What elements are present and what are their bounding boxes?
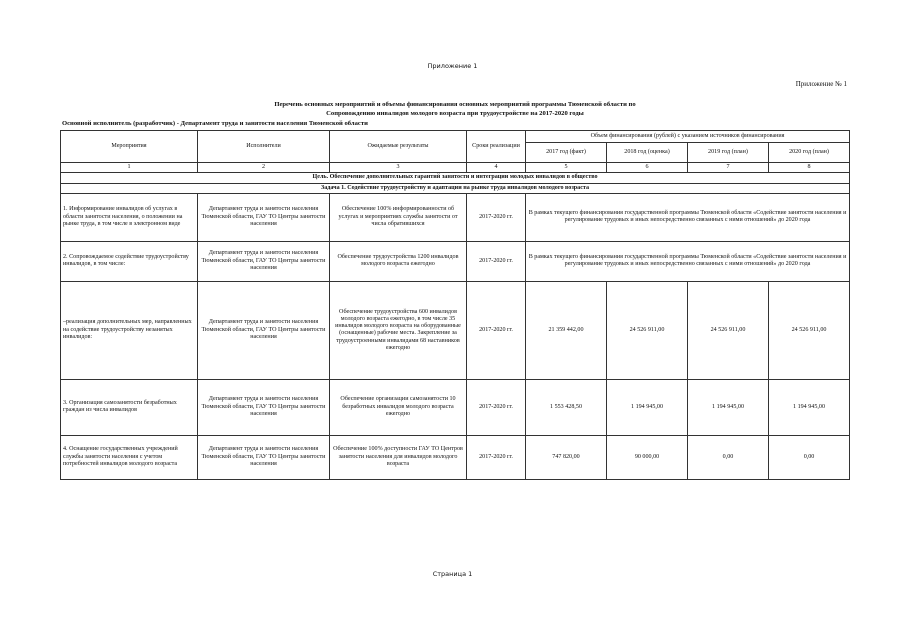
page-footer: Страница 1: [432, 570, 473, 578]
term-cell: 2017-2020 гг.: [467, 241, 526, 281]
funding-2019-cell: 0,00: [688, 435, 769, 479]
document-title: [60, 100, 850, 118]
table-row: [61, 241, 850, 281]
header-terms: Сроки реализации: [467, 131, 526, 163]
funding-2020-cell: 0,00: [769, 435, 850, 479]
term-cell: 2017-2020 гг.: [467, 435, 526, 479]
funding-2018-cell: 90 000,00: [607, 435, 688, 479]
activity-cell: 4. Оснащение государственных учреждений службы занятости населения с учетом потребностей инвалидов молодого возраста: [61, 435, 198, 479]
title-line-2: Сопровождению инвалидов молодого возраста при трудоустройстве на 2017-2020 годы: [326, 110, 584, 117]
table-row: [61, 193, 850, 241]
funding-2020-cell: 1 194 945,00: [769, 379, 850, 435]
title-line-1: Перечень основных мероприятий и объемы финансирования основных мероприятий программы Тюменской области по: [274, 101, 636, 108]
header-row-1: [61, 131, 850, 143]
executor-cell: Департамент труда и занятости населения Тюменской области, ГАУ ТО Центры занятости населения: [198, 435, 330, 479]
term-cell: 2017-2020 гг.: [467, 281, 526, 379]
col-number: 2: [198, 163, 330, 173]
col-number: 3: [330, 163, 467, 173]
table-row: [61, 281, 850, 379]
activities-table: [60, 130, 850, 480]
executor-cell: Департамент труда и занятости населения Тюменской области, ГАУ ТО Центры занятости населения: [198, 241, 330, 281]
col-number: 5: [526, 163, 607, 173]
col-number: 4: [467, 163, 526, 173]
funding-2017-cell: 1 553 428,50: [526, 379, 607, 435]
header-2018: 2018 год (оценка): [607, 143, 688, 163]
activity-cell: 2. Сопровождаемое содействие трудоустройству инвалидов, в том числе:: [61, 241, 198, 281]
funding-2019-cell: 1 194 945,00: [688, 379, 769, 435]
header-2019: 2019 год (план): [688, 143, 769, 163]
funding-2020-cell: 24 526 911,00: [769, 281, 850, 379]
table-row: [61, 379, 850, 435]
executor-cell: Департамент труда и занятости населения Тюменской области, ГАУ ТО Центры занятости населения: [198, 193, 330, 241]
main-executor: Основной исполнитель (разработчик) - Департамент труда и занятости населения Тюменской области: [62, 120, 368, 127]
funding-2019-cell: 24 526 911,00: [688, 281, 769, 379]
result-cell: Обеспечение трудоустройства 600 инвалидов молодого возраста ежегодно, в том числе 35 инвалидов молодого возраста на оборудованные (оснащенные) рабочие места. Закрепление за трудоустроенными инвалидами 68 наставников ежегодно: [330, 281, 467, 379]
page-header: Приложение 1: [427, 62, 478, 70]
appendix-label: Приложение № 1: [795, 80, 847, 88]
funding-note-cell: В рамках текущего финансирования государственной программы Тюменской области «Содействие занятости населения и регулирование трудовых и иных непосредственно связанных с ними отношений» до 2020 года: [526, 193, 850, 241]
column-numbers-row: [61, 163, 850, 173]
col-number: 8: [769, 163, 850, 173]
activity-cell: –реализация дополнительных мер, направленных на содействие трудоустройству незанятых инвалидов:: [61, 281, 198, 379]
executor-cell: Департамент труда и занятости населения Тюменской области, ГАУ ТО Центры занятости населения: [198, 281, 330, 379]
executor-cell: Департамент труда и занятости населения Тюменской области, ГАУ ТО Центры занятости населения: [198, 379, 330, 435]
header-results: Ожидаемые результаты: [330, 131, 467, 163]
col-number: 6: [607, 163, 688, 173]
funding-2018-cell: 1 194 945,00: [607, 379, 688, 435]
header-2020: 2020 год (план): [769, 143, 850, 163]
funding-2018-cell: 24 526 911,00: [607, 281, 688, 379]
activity-cell: 3. Организация самозанятости безработных граждан из числа инвалидов: [61, 379, 198, 435]
goal-row: [61, 173, 850, 183]
result-cell: Обеспечение организации самозанятости 10 безработных инвалидов молодого возраста ежегодно: [330, 379, 467, 435]
goal-text: Цель. Обеспечение дополнительных гарантий занятости и интеграции молодых инвалидов в общество: [61, 173, 850, 183]
header-activities: Мероприятия: [61, 131, 198, 163]
funding-2017-cell: 747 820,00: [526, 435, 607, 479]
funding-note-cell: В рамках текущего финансирования государственной программы Тюменской области «Содействие занятости населения и регулирование трудовых и иных непосредственно связанных с ними отношений» до 2020 года: [526, 241, 850, 281]
header-executors: Исполнители: [198, 131, 330, 163]
result-cell: Обеспечение трудоустройства 1200 инвалидов молодого возраста ежегодно: [330, 241, 467, 281]
table-row: [61, 435, 850, 479]
result-cell: Обеспечение 100% доступности ГАУ ТО Центров занятости населения для инвалидов молодого возраста: [330, 435, 467, 479]
task-row: [61, 183, 850, 193]
activity-cell: 1. Информирование инвалидов об услугах в области занятости населения, о положении на рынке труда, в том числе в электронном виде: [61, 193, 198, 241]
term-cell: 2017-2020 гг.: [467, 379, 526, 435]
term-cell: 2017-2020 гг.: [467, 193, 526, 241]
task-text: Задача 1. Содействие трудоустройству и адаптации на рынке труда инвалидов молодого возраста: [61, 183, 850, 193]
col-number: 1: [61, 163, 198, 173]
header-funding: Объем финансирования (рублей) с указанием источников финансирования: [526, 131, 850, 143]
col-number: 7: [688, 163, 769, 173]
funding-2017-cell: 21 359 442,00: [526, 281, 607, 379]
header-2017: 2017 год (факт): [526, 143, 607, 163]
result-cell: Обеспечение 100% информированности об услугах и мероприятиях службы занятости от числа обратившихся: [330, 193, 467, 241]
